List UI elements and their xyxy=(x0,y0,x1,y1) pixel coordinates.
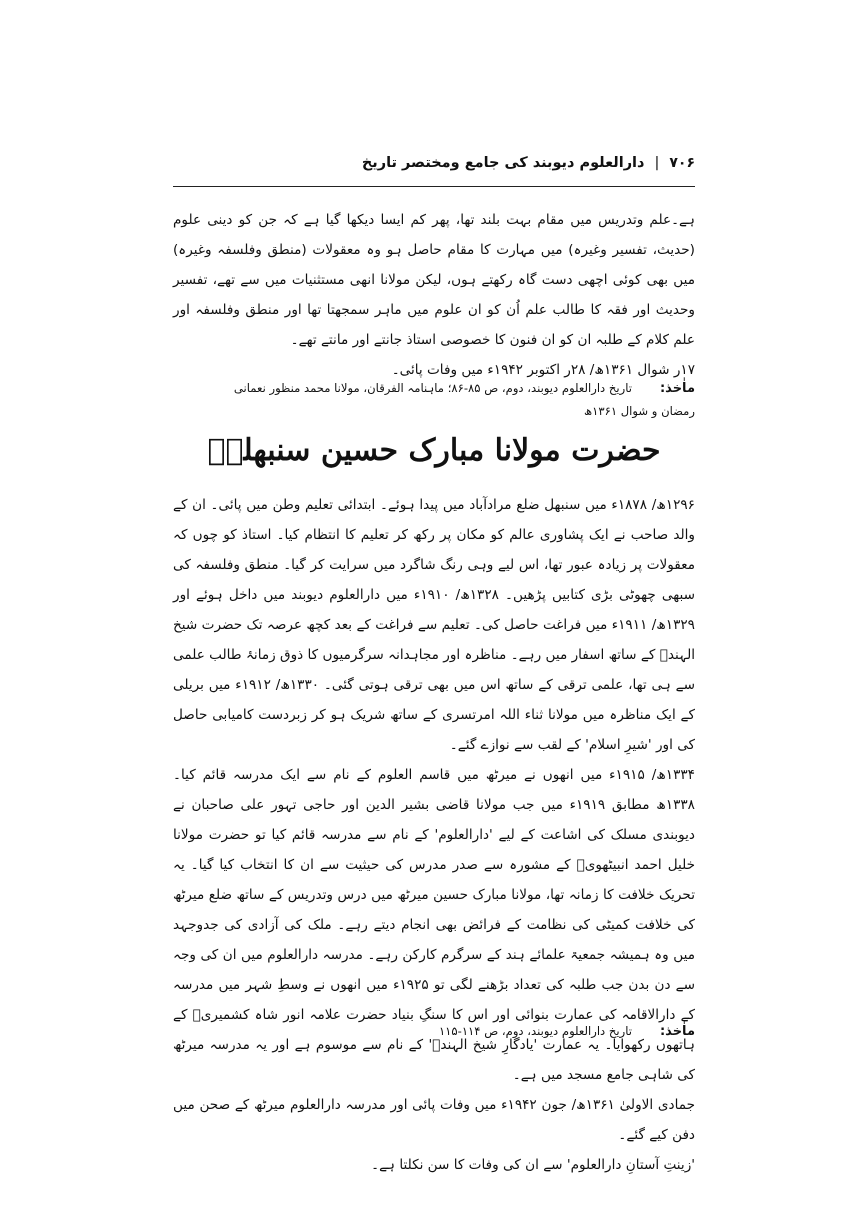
header-rule xyxy=(173,186,695,187)
source-line-continued: رمضان و شوال ۱۳۶۱ھ xyxy=(584,404,695,418)
source-text: تاریخ دارالعلوم دیوبند، دوم، ص ۸۵-۸۶؛ ماہنامہ الفرقان، مولانا محمد منظور نعمانی xyxy=(233,381,632,395)
source-block-2 xyxy=(173,1020,695,1043)
source-line xyxy=(173,1020,695,1043)
biography-paragraph-4: 'زینتِ آستانِ دارالعلوم' سے ان کی وفات کا سن نکلتا ہے۔ xyxy=(371,1157,695,1173)
page-number: ۷۰۶ xyxy=(669,155,695,171)
source-block-1 xyxy=(173,377,695,422)
previous-biography-ending xyxy=(173,205,695,385)
previous-biography-paragraph: ہے۔علم وتدریس میں مقام بہت بلند تھا، پھر کم ایسا دیکھا گیا ہے کہ جن کو دینی علوم (حدیث، تفسیر وغیرہ) میں مہارت کا مقام حاصل ہو وہ معقولات (منطق وفلسفہ وغیرہ) میں بھی کوئی اچھی دست گاہ رکھتے ہوں، لیکن مولانا انھی مستثنیات میں سے تھے، تفسیر وحدیث اور فقہ کا طالب علم اُن کو ان علوم میں ماہر سمجھتا تھا اور منطق وفلسفہ اور علم کلام کے طلبہ ان کو ان فنون کا خصوصی استاذ جانتے اور مانتے تھے۔ xyxy=(173,212,695,348)
book-title: دارالعلوم دیوبند کی جامع ومختصر تاریخ xyxy=(361,155,645,171)
biography-body xyxy=(173,490,695,1180)
biography-paragraph-1: ۱۲۹۶ھ/ ۱۸۷۸ء میں سنبھل ضلع مرادآباد میں پیدا ہوئے۔ ابتدائی تعلیم وطن میں پائی۔ ان کے والد صاحب نے ایک پشاوری عالم کو مکان پر رکھ کر تعلیم کا انتظام کیا۔ استاذ کو چوں کہ معقولات پر زیادہ عبور تھا، اس لیے وہی رنگ شاگرد میں سرایت کر گیا۔ منطق وفلسفہ کی سبھی چھوٹی بڑی کتابیں پڑھیں۔ ۱۳۲۸ھ/ ۱۹۱۰ء میں دارالعلوم دیوبند میں داخل ہوئے اور ۱۳۲۹ھ/ ۱۹۱۱ء میں فراغت حاصل کی۔ تعلیم سے فراغت کے بعد کچھ عرصہ تک حضرت شیخ الہندؒ کے ساتھ اسفار میں رہے۔ مناظرہ اور مجاہدانہ سرگرمیوں کا ذوق زمانۂ طالب علمی سے ہی تھا، علمی ترقی کے ساتھ اس میں بھی ترقی ہوتی گئی۔ ۱۳۳۰ھ/ ۱۹۱۲ء میں بریلی کے ایک مناظرہ میں مولانا ثناء اللہ امرتسری کے ساتھ شریک ہو کر زبردست کامیابی حاصل کی اور 'شیرِ اسلام' کے لقب سے نوازے گئے۔ xyxy=(173,497,695,753)
source-line xyxy=(173,377,695,400)
source-label: ماٰخذ: xyxy=(659,381,695,396)
death-date-line: ۱۷ر شوال ۱۳۶۱ھ/ ۲۸ر اکتوبر ۱۹۴۲ء میں وفات پائی۔ xyxy=(391,362,695,378)
source-text: تاریخ دارالعلوم دیوبند، دوم، ص ۱۱۴-۱۱۵ xyxy=(438,1024,632,1038)
biography-paragraph-2: ۱۳۳۴ھ/ ۱۹۱۵ء میں انھوں نے میرٹھ میں قاسم العلوم کے نام سے ایک مدرسہ قائم کیا۔ ۱۳۳۸ھ مطابق ۱۹۱۹ء میں جب مولانا قاضی بشیر الدین اور حاجی تہور علی صاحبان نے دیوبندی مسلک کی اشاعت کے لیے 'دارالعلوم' کے نام سے مدرسہ قائم کیا تو حضرت مولانا خلیل احمد انبیٹھویؒ کے مشورہ سے صدر مدرس کی حیثیت سے ان کا انتخاب کیا گیا۔ یہ تحریک خلافت کا زمانہ تھا، مولانا مبارک حسین میرٹھ میں درس وتدریس کے ساتھ ضلع میرٹھ کی خلافت کمیٹی کی نظامت کے فرائض بھی انجام دیتے رہے۔ ملک کی آزادی کی جدوجہد میں وہ ہمیشہ جمعیۃ علمائے ہند کے سرگرم کارکن رہے۔ مدرسہ دارالعلوم میں ان کی وجہ سے دن بدن جب طلبہ کی تعداد بڑھنے لگی تو ۱۹۲۵ء میں انھوں نے وسطِ شہر میں مدرسہ کے دارالاقامہ کی عمارت بنوائی اور اس کا سنگِ بنیاد حضرت علامہ انور شاہ کشمیریؒ کے ہاتھوں رکھوایا۔ یہ عمارت 'یادگارِ شیخ الہندؒ' کے نام سے موسوم ہے اور یہ مدرسہ میرٹھ کی شاہی جامع مسجد میں ہے۔ xyxy=(173,767,696,1083)
biography-heading: حضرت مولانا مبارک حسین سنبھلیؒ xyxy=(207,433,661,468)
biography-paragraph-3: جمادی الاولیٰ ۱۳۶۱ھ/ جون ۱۹۴۲ء میں وفات پائی اور مدرسہ دارالعلوم میرٹھ کے صحن میں دفن کیے گئے۔ xyxy=(173,1097,695,1143)
header-separator: | xyxy=(654,155,660,171)
running-header xyxy=(173,150,695,176)
source-label: ماٰخذ: xyxy=(659,1024,695,1039)
